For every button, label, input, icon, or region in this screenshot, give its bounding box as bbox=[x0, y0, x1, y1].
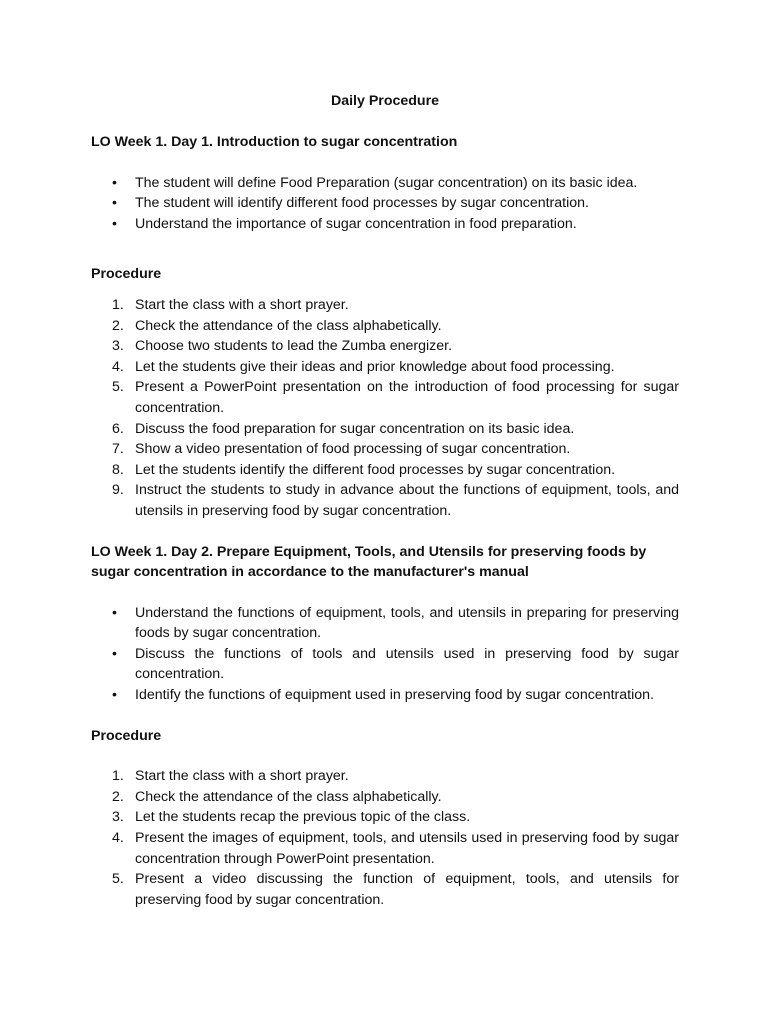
step-text: Present the images of equipment, tools, and utensils used in preserving food by sugar concentration through PowerPoint presentation. bbox=[135, 830, 679, 867]
step-text: Start the class with a short prayer. bbox=[135, 296, 349, 313]
step-number: 4. bbox=[112, 358, 124, 375]
bullet-icon: • bbox=[112, 174, 117, 191]
list-item bbox=[91, 787, 679, 808]
step-number: 7. bbox=[112, 441, 124, 458]
list-item bbox=[91, 439, 679, 460]
document-page bbox=[91, 91, 679, 910]
list-item bbox=[91, 336, 679, 357]
step-number: 1. bbox=[112, 296, 124, 313]
step-text: Discuss the food preparation for sugar concentration on its basic idea. bbox=[135, 420, 575, 437]
step-number: 1. bbox=[112, 768, 124, 785]
day2-procedure-heading: Procedure bbox=[91, 727, 162, 744]
list-item bbox=[91, 214, 679, 235]
list-item bbox=[91, 357, 679, 378]
list-item bbox=[91, 603, 679, 644]
objective-text: Understand the functions of equipment, tools, and utensils in preparing for preserving foods by sugar concentration. bbox=[135, 604, 679, 642]
step-text: Let the students give their ideas and prior knowledge about food processing. bbox=[135, 358, 615, 375]
bullet-icon: • bbox=[112, 215, 117, 232]
step-text: Check the attendance of the class alphabetically. bbox=[135, 317, 442, 334]
step-number: 4. bbox=[112, 830, 124, 847]
objective-text: The student will identify different food processes by sugar concentration. bbox=[135, 195, 589, 212]
step-text: Present a video discussing the function of equipment, tools, and utensils for preserving food by sugar concentration. bbox=[135, 871, 679, 908]
list-item bbox=[91, 869, 679, 910]
list-item bbox=[91, 173, 679, 194]
day1-procedure-list bbox=[91, 295, 679, 522]
step-text: Let the students identify the different food processes by sugar concentration. bbox=[135, 461, 616, 478]
document-title: Daily Procedure bbox=[330, 93, 440, 109]
step-number: 5. bbox=[112, 379, 124, 396]
step-text: Present a PowerPoint presentation on the introduction of food processing for sugar concentration. bbox=[135, 379, 679, 416]
day1-procedure-heading: Procedure bbox=[91, 266, 162, 283]
bullet-icon: • bbox=[112, 687, 117, 704]
objective-text: The student will define Food Preparation (sugar concentration) on its basic idea. bbox=[135, 174, 638, 191]
step-number: 3. bbox=[112, 338, 124, 355]
step-number: 2. bbox=[112, 317, 124, 334]
step-text: Instruct the students to study in advance about the functions of equipment, tools, and utensils in preserving food by sugar concentration. bbox=[135, 482, 679, 519]
list-item bbox=[91, 460, 679, 481]
step-number: 9. bbox=[112, 482, 124, 499]
step-number: 2. bbox=[112, 788, 124, 805]
day2-procedure-list bbox=[91, 766, 679, 910]
list-item bbox=[91, 377, 679, 418]
day2-heading: LO Week 1. Day 2. Prepare Equipment, Tools, and Utensils for preserving foods by sugar concentration in accordance to the manufacturer's manual bbox=[91, 543, 647, 581]
list-item bbox=[91, 828, 679, 869]
step-text: Let the students recap the previous topic of the class. bbox=[135, 809, 471, 826]
objective-text: Identify the functions of equipment used in preserving food by sugar concentration. bbox=[135, 687, 654, 704]
step-number: 6. bbox=[112, 420, 124, 437]
bullet-icon: • bbox=[112, 645, 117, 662]
list-item bbox=[91, 316, 679, 337]
step-text: Start the class with a short prayer. bbox=[135, 768, 349, 785]
list-item bbox=[91, 644, 679, 685]
list-item bbox=[91, 295, 679, 316]
step-text: Check the attendance of the class alphabetically. bbox=[135, 788, 442, 805]
day2-objectives-list bbox=[91, 603, 679, 706]
step-text: Show a video presentation of food processing of sugar concentration. bbox=[135, 441, 571, 458]
list-item bbox=[91, 193, 679, 214]
step-number: 5. bbox=[112, 871, 124, 888]
list-item bbox=[91, 480, 679, 521]
step-number: 3. bbox=[112, 809, 124, 826]
objective-text: Discuss the functions of tools and utensils used in preserving food by sugar concentration. bbox=[135, 645, 679, 683]
list-item bbox=[91, 766, 679, 787]
bullet-icon: • bbox=[112, 604, 117, 621]
list-item bbox=[91, 419, 679, 440]
step-number: 8. bbox=[112, 461, 124, 478]
day1-objectives-list bbox=[91, 173, 679, 235]
list-item bbox=[91, 807, 679, 828]
list-item bbox=[91, 685, 679, 706]
day1-heading: LO Week 1. Day 1. Introduction to sugar concentration bbox=[91, 134, 458, 150]
objective-text: Understand the importance of sugar concentration in food preparation. bbox=[135, 215, 577, 232]
bullet-icon: • bbox=[112, 195, 117, 212]
step-text: Choose two students to lead the Zumba energizer. bbox=[135, 338, 453, 355]
